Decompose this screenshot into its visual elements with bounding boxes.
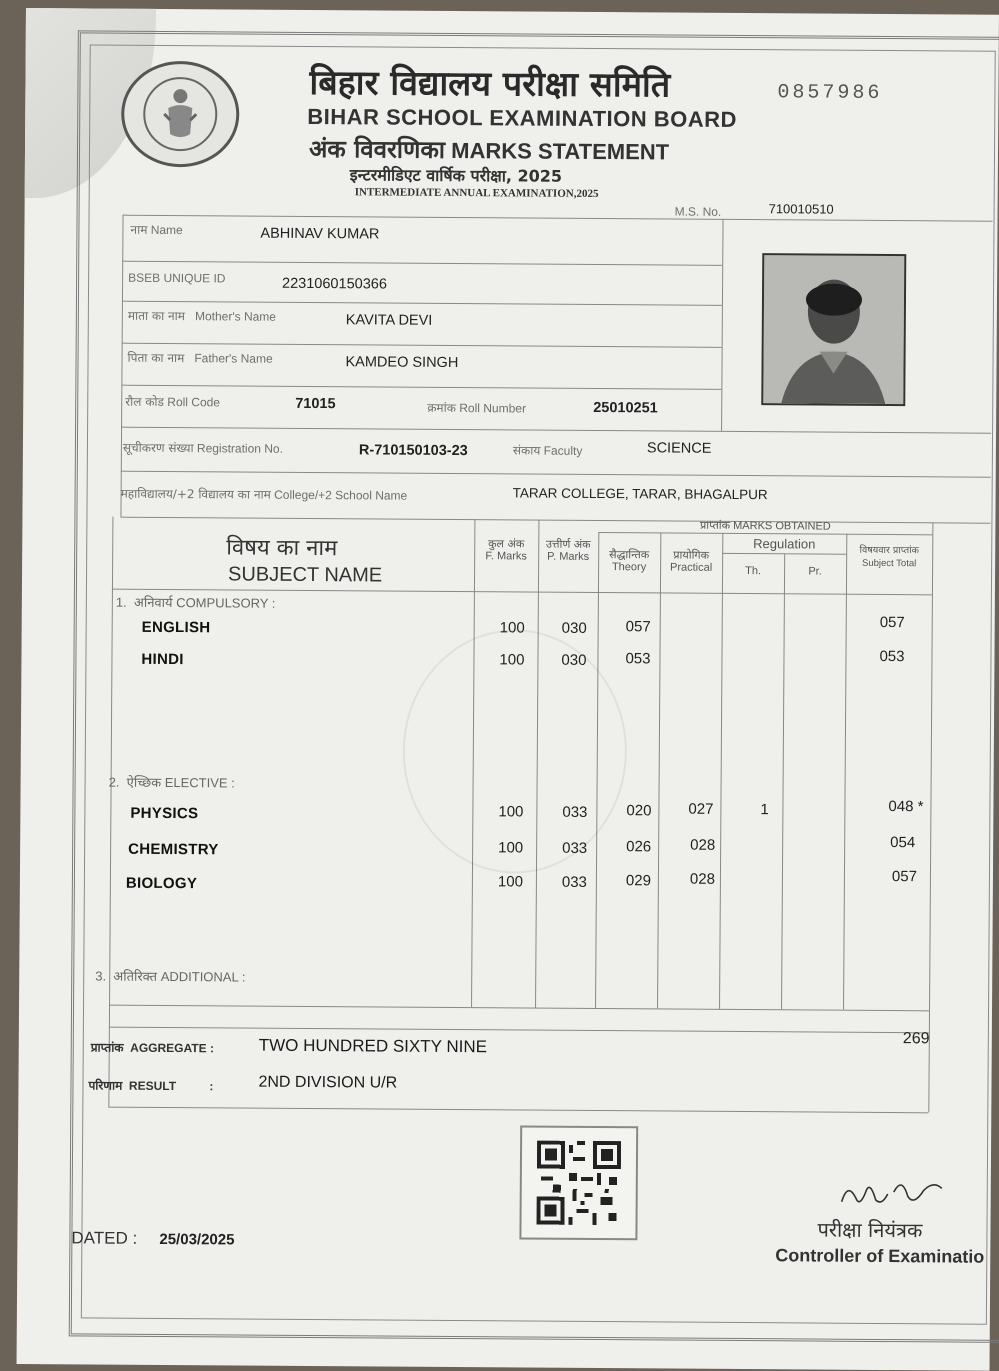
full-marks-cell: 100 [497,873,524,891]
father-name-label: पिता का नाम Father's Name [127,350,273,366]
controller-title-hindi: परीक्षा नियंत्रक [817,1217,923,1243]
subtitle-english: MARKS STATEMENT [451,137,670,165]
pass-marks-header: उत्तीर्ण अंक P. Marks [545,537,591,563]
result-label: परिणाम RESULT : [88,1078,214,1094]
subject-total-cell: 053 [879,647,905,666]
regulation-theory-cell: 1 [760,801,769,819]
subject-total-cell: 054 [890,834,916,852]
roll-code-value: 71015 [295,395,336,413]
practical-cell: 028 [690,836,716,854]
board-title-hindi: बिहार विद्यालय परीक्षा समिति [309,62,671,106]
exam-name-english: INTERMEDIATE ANNUAL EXAMINATION,2025 [354,186,599,201]
roll-number-value: 25010251 [593,399,658,417]
qr-code-icon [537,1141,622,1226]
full-marks-cell: 100 [498,839,524,857]
subject-name: HINDI [141,650,184,669]
ms-no-value: 710010510 [768,201,834,217]
exam-name-hindi: इन्टरमीडिएट वार्षिक परीक्षा, 2025 [349,165,563,186]
subject-total-cell: 048 * [888,798,924,816]
roll-code-label: रौल कोड Roll Code [125,394,221,410]
seal-figure-icon [140,74,221,155]
aggregate-label: प्राप्तांक AGGREGATE : [90,1040,215,1056]
practical-header: प्रायोगिक Practical [669,548,713,574]
subject-total-header: विषयवार प्राप्तांक Subject Total [859,544,919,570]
full-marks-cell: 100 [499,619,525,637]
faculty-label: संकाय Faculty [512,443,583,458]
controller-title-english: Controller of Examinatio [775,1245,985,1267]
aggregate-total: 269 [902,1030,930,1048]
registration-label: सूचीकरण संख्या Registration No. [122,440,284,456]
college-value: TARAR COLLEGE, TARAR, BHAGALPUR [512,485,768,503]
qr-code [519,1125,638,1240]
subject-name: ENGLISH [141,618,211,637]
serial-number: 0857986 [777,81,883,105]
unique-id-label: BSEB UNIQUE ID [128,270,226,286]
pass-marks-cell: 030 [561,651,587,669]
practical-cell: 027 [688,800,714,818]
dated-label: DATED : [71,1228,138,1248]
section-additional: 3. अतिरिक्त ADDITIONAL : [95,968,246,985]
regulation-theory-header: Th. [745,565,762,578]
pass-marks-cell: 033 [562,803,588,821]
pass-marks-cell: 033 [561,873,587,891]
practical-cell: 028 [689,870,716,888]
subject-header-english: SUBJECT NAME [227,563,383,587]
marks-statement-page [17,8,999,1371]
document-subtitle [309,132,669,168]
board-seal-emblem [121,61,240,168]
theory-cell: 057 [625,618,651,636]
subject-total-cell: 057 [891,868,918,886]
full-marks-cell: 100 [498,803,524,821]
pass-marks-cell: 033 [562,839,588,857]
full-marks-cell: 100 [499,651,525,669]
unique-id-value: 2231060150366 [282,275,387,293]
full-marks-header: कुल अंक F. Marks [485,537,528,563]
father-name-value: KAMDEO SINGH [345,354,459,372]
student-portrait-icon [763,255,904,404]
theory-cell: 020 [626,802,652,820]
subject-name: PHYSICS [130,804,199,823]
theory-header: सैद्धान्तिक Theory [609,548,650,574]
name-label: नाम Name [130,222,183,238]
mother-name-label: माता का नाम Mother's Name [127,308,277,324]
marks-obtained-header: प्राप्तांक MARKS OBTAINED [699,518,831,533]
regulation-header: Regulation [753,536,816,552]
issue-date: 25/03/2025 [159,1230,235,1249]
subject-name: BIOLOGY [125,874,198,893]
section-elective: 2. ऐच्छिक ELECTIVE : [108,774,235,791]
roll-number-label: क्रमांक Roll Number [427,400,527,416]
theory-cell: 029 [625,872,652,890]
regulation-practical-header: Pr. [808,565,822,578]
result-value: 2ND DIVISION U/R [258,1073,398,1092]
subject-name: CHEMISTRY [128,840,219,859]
subtitle-hindi: अंक विवरणिका [308,134,446,164]
registration-value: R-710150103-23 [358,442,468,460]
controller-signature [838,1172,948,1217]
subject-header-hindi: विषय का नाम [226,535,338,562]
mother-name-value: KAVITA DEVI [345,312,433,329]
student-photo [761,253,906,406]
ms-no-label: M.S. No. [674,204,722,219]
faculty-value: SCIENCE [646,440,712,457]
subject-total-cell: 057 [879,613,905,632]
theory-cell: 053 [625,650,651,668]
theory-cell: 026 [626,838,652,856]
pass-marks-cell: 030 [561,619,587,637]
aggregate-in-words: TWO HUNDRED SIXTY NINE [258,1035,488,1057]
section-compulsory: 1. अनिवार्य COMPULSORY : [115,594,276,612]
college-label: महाविद्यालय/+2 विद्यालय का नाम College/+2 School Name [120,486,408,503]
board-title-english: BIHAR SCHOOL EXAMINATION BOARD [307,103,738,132]
student-name: ABHINAV KUMAR [260,225,380,243]
